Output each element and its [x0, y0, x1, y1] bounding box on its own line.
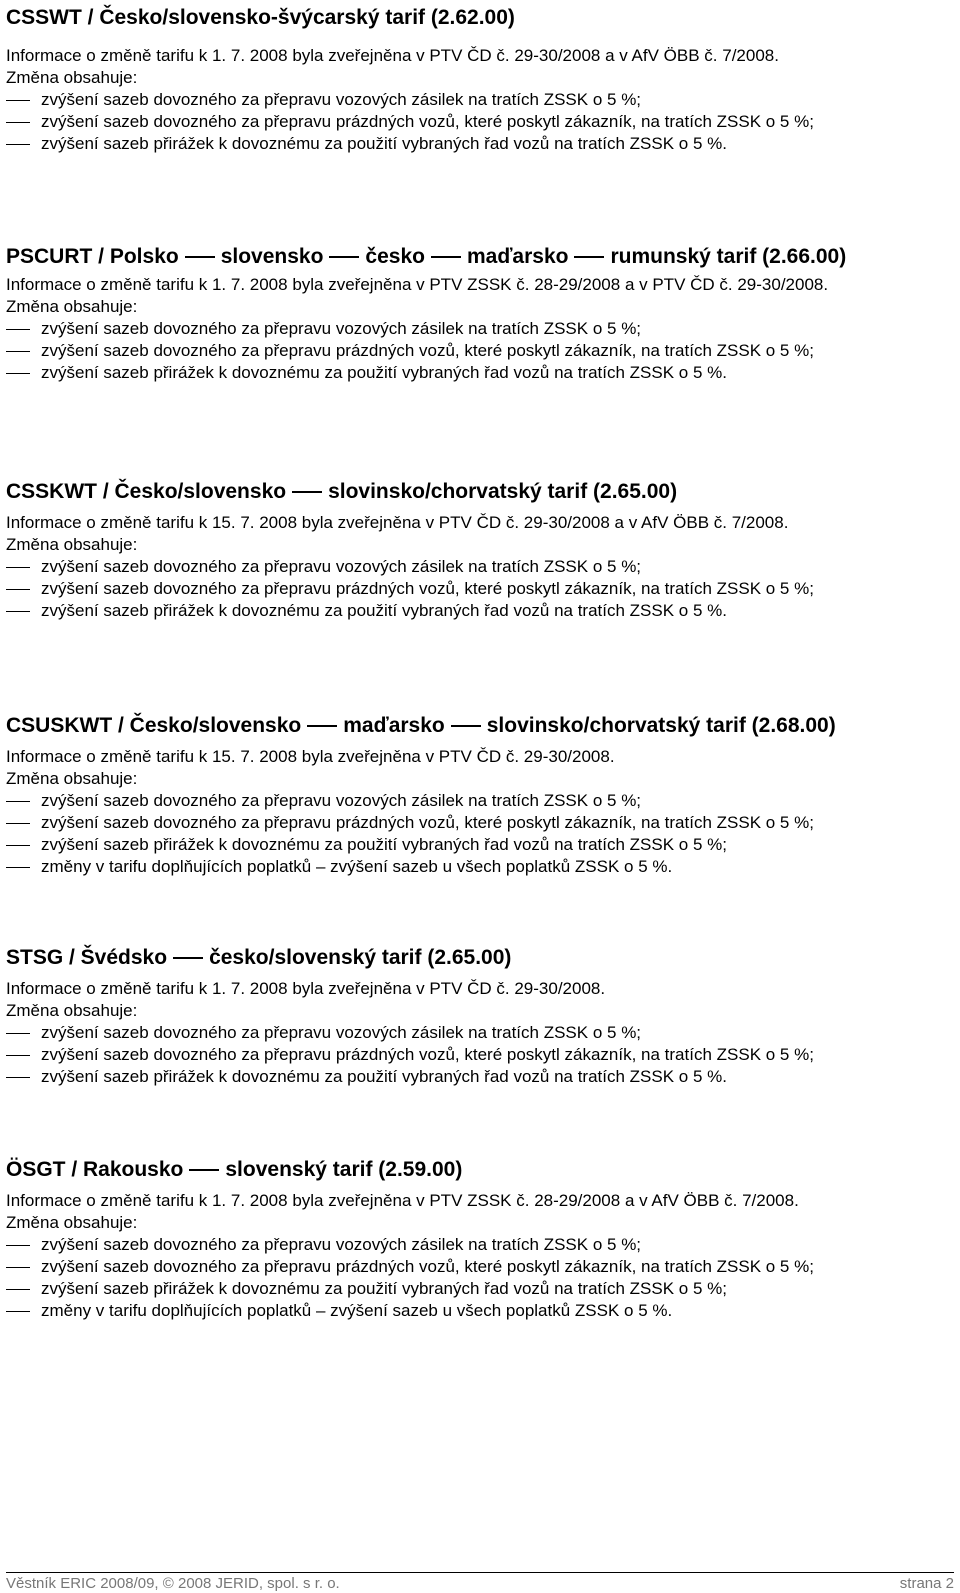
section-intro: Změna obsahuje:: [6, 1213, 138, 1232]
change-list: [6, 790, 954, 878]
list-item: zvýšení sazeb dovozného za přepravu prázdných vozů, které poskytl zákazník, na tratích ZSSK o 5 %;: [6, 578, 954, 600]
section-title: CSSWT / Česko/slovensko-švýcarský tarif (2.62.00): [6, 6, 515, 29]
page-footer: [6, 1572, 954, 1592]
change-list: [6, 1234, 954, 1322]
section-intro: Změna obsahuje:: [6, 1001, 138, 1020]
change-list: [6, 318, 954, 384]
section-info: Informace o změně tarifu k 1. 7. 2008 byla zveřejněna v PTV ČD č. 29-30/2008 a v AfV ÖBB č. 7/2008.: [6, 46, 779, 65]
section-info: Informace o změně tarifu k 1. 7. 2008 byla zveřejněna v PTV ZSSK č. 28-29/2008 a v AfV ÖBB č. 7/2008.: [6, 1191, 799, 1210]
section-info: Informace o změně tarifu k 15. 7. 2008 byla zveřejněna v PTV ČD č. 29-30/2008.: [6, 747, 615, 766]
list-item: změny v tarifu doplňujících poplatků – zvýšení sazeb u všech poplatků ZSSK o 5 %.: [6, 1300, 954, 1322]
section-intro: Změna obsahuje:: [6, 769, 138, 788]
section-intro: Změna obsahuje:: [6, 68, 138, 87]
list-item: zvýšení sazeb dovozného za přepravu vozových zásilek na tratích ZSSK o 5 %;: [6, 1234, 954, 1256]
list-item: zvýšení sazeb dovozného za přepravu vozových zásilek na tratích ZSSK o 5 %;: [6, 89, 954, 111]
tariff-section: [6, 1156, 954, 1322]
section-info: Informace o změně tarifu k 1. 7. 2008 byla zveřejněna v PTV ZSSK č. 28-29/2008 a v PTV ČD č. 29-30/2008.: [6, 275, 829, 294]
list-item: zvýšení sazeb přirážek k dovoznému za použití vybraných řad vozů na tratích ZSSK o 5 %;: [6, 1278, 954, 1300]
change-list: [6, 89, 954, 155]
list-item: zvýšení sazeb přirážek k dovoznému za použití vybraných řad vozů na tratích ZSSK o 5 %;: [6, 834, 954, 856]
list-item: zvýšení sazeb přirážek k dovoznému za použití vybraných řad vozů na tratích ZSSK o 5 %.: [6, 600, 954, 622]
list-item: zvýšení sazeb dovozného za přepravu prázdných vozů, které poskytl zákazník, na tratích ZSSK o 5 %;: [6, 1256, 954, 1278]
tariff-section: [6, 243, 954, 384]
list-item: zvýšení sazeb dovozného za přepravu prázdných vozů, které poskytl zákazník, na tratích ZSSK o 5 %;: [6, 111, 954, 133]
list-item: zvýšení sazeb dovozného za přepravu vozových zásilek na tratích ZSSK o 5 %;: [6, 1022, 954, 1044]
section-title: ÖSGT / Rakousko slovenský tarif (2.59.00): [6, 1158, 463, 1181]
list-item: zvýšení sazeb přirážek k dovoznému za použití vybraných řad vozů na tratích ZSSK o 5 %.: [6, 362, 954, 384]
section-info: Informace o změně tarifu k 1. 7. 2008 byla zveřejněna v PTV ČD č. 29-30/2008.: [6, 979, 606, 998]
section-title: CSSKWT / Česko/slovensko slovinsko/chorvatský tarif (2.65.00): [6, 480, 678, 503]
footer-publication: Věstník ERIC 2008/09, © 2008 JERID, spol. s r. o.: [6, 1575, 340, 1592]
list-item: zvýšení sazeb přirážek k dovoznému za použití vybraných řad vozů na tratích ZSSK o 5 %.: [6, 133, 954, 155]
list-item: zvýšení sazeb dovozného za přepravu vozových zásilek na tratích ZSSK o 5 %;: [6, 556, 954, 578]
section-info: Informace o změně tarifu k 15. 7. 2008 byla zveřejněna v PTV ČD č. 29-30/2008 a v AfV ÖBB č. 7/2008.: [6, 513, 789, 532]
section-intro: Změna obsahuje:: [6, 297, 138, 316]
list-item: zvýšení sazeb přirážek k dovoznému za použití vybraných řad vozů na tratích ZSSK o 5 %.: [6, 1066, 954, 1088]
tariff-section: [6, 478, 954, 622]
section-title: CSUSKWT / Česko/slovensko maďarsko slovinsko/chorvatský tarif (2.68.00): [6, 714, 836, 737]
section-title: PSCURT / Polsko slovensko česko maďarsko rumunský tarif (2.66.00): [6, 245, 847, 268]
list-item: zvýšení sazeb dovozného za přepravu prázdných vozů, které poskytl zákazník, na tratích ZSSK o 5 %;: [6, 812, 954, 834]
tariff-section: [6, 944, 954, 1088]
list-item: zvýšení sazeb dovozného za přepravu prázdných vozů, které poskytl zákazník, na tratích ZSSK o 5 %;: [6, 1044, 954, 1066]
change-list: [6, 1022, 954, 1088]
list-item: zvýšení sazeb dovozného za přepravu vozových zásilek na tratích ZSSK o 5 %;: [6, 318, 954, 340]
tariff-section: [6, 712, 954, 878]
list-item: zvýšení sazeb dovozného za přepravu vozových zásilek na tratích ZSSK o 5 %;: [6, 790, 954, 812]
section-title: STSG / Švédsko česko/slovenský tarif (2.65.00): [6, 946, 512, 969]
section-intro: Změna obsahuje:: [6, 535, 138, 554]
footer-page-number: strana 2: [899, 1575, 954, 1592]
change-list: [6, 556, 954, 622]
list-item: zvýšení sazeb dovozného za přepravu prázdných vozů, které poskytl zákazník, na tratích ZSSK o 5 %;: [6, 340, 954, 362]
list-item: změny v tarifu doplňujících poplatků – zvýšení sazeb u všech poplatků ZSSK o 5 %.: [6, 856, 954, 878]
tariff-section: [6, 4, 954, 155]
